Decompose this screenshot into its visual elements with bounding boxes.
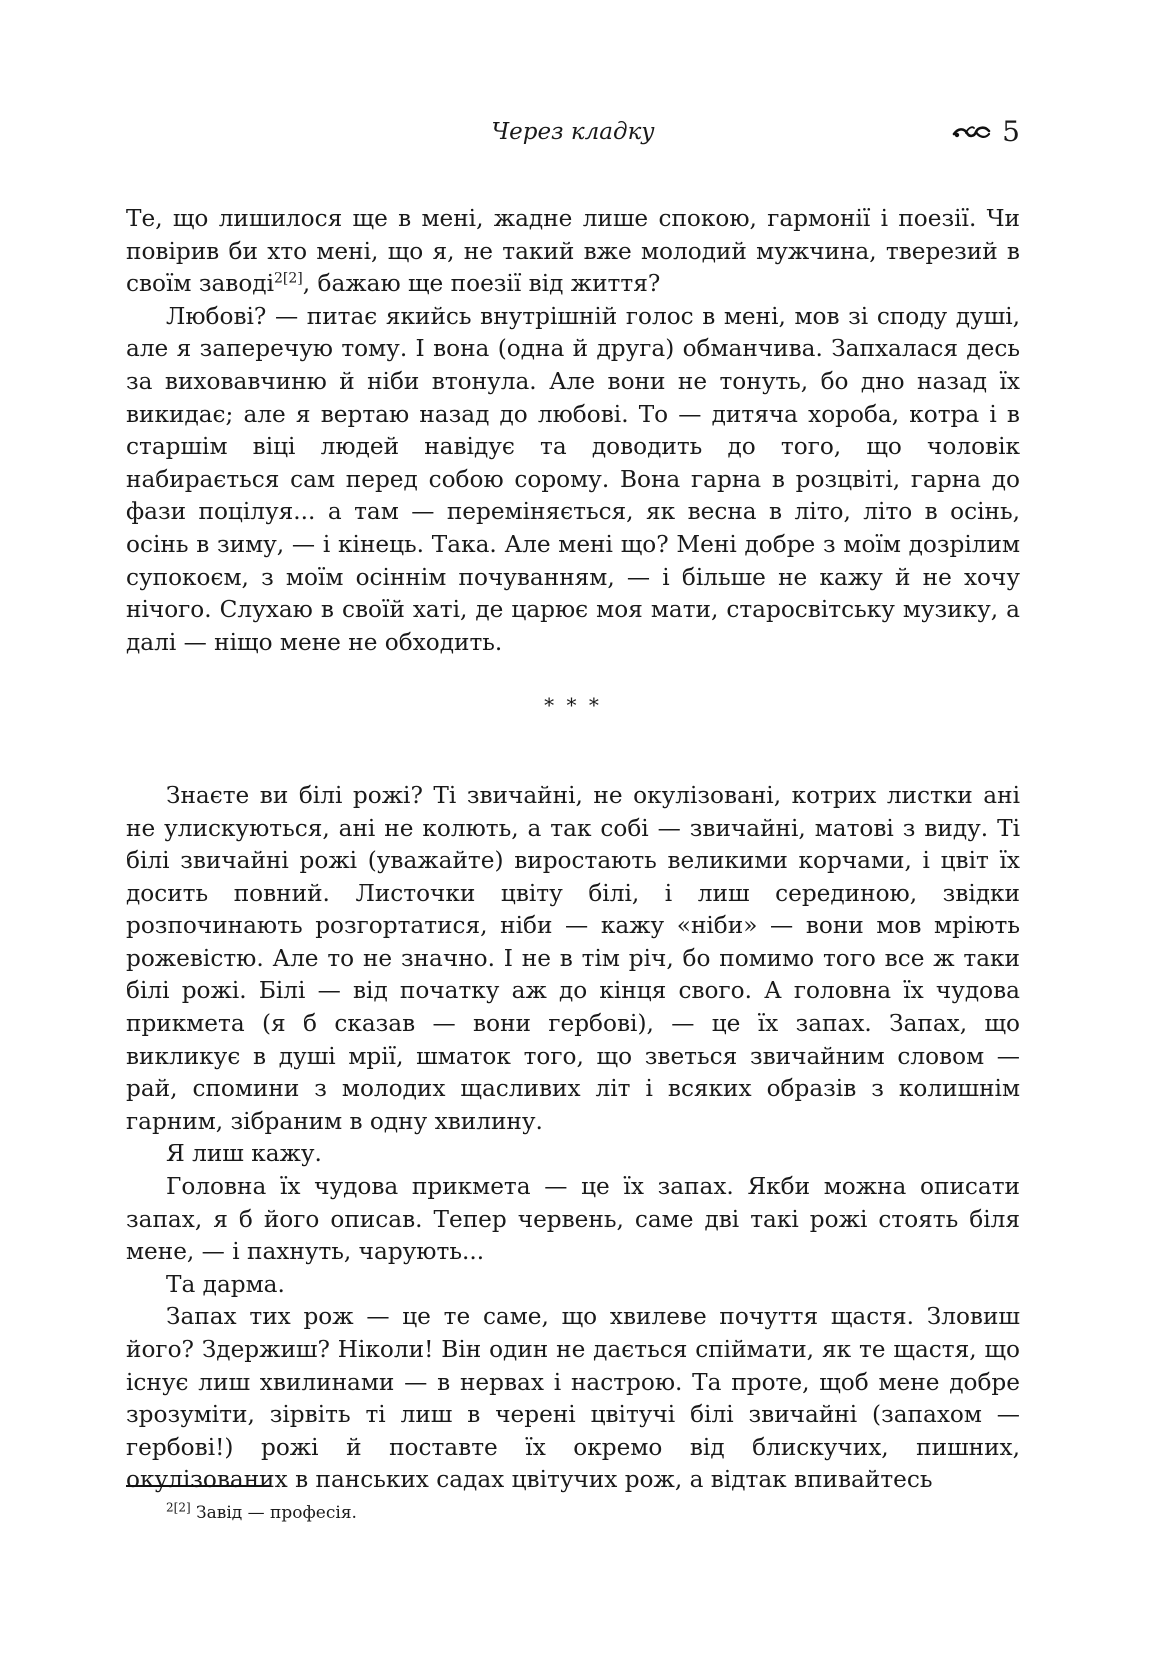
paragraph-6: Та дарма. (166, 1270, 285, 1298)
section-separator: * * * (544, 693, 602, 718)
paragraph-1-tail: , бажаю ще поезії від життя? (302, 270, 661, 298)
footnote-text: Завід — професія. (190, 1503, 357, 1523)
paragraph-1 (126, 203, 1020, 301)
paragraph-2: Любові? — питає якийсь внутрішній голос в мені, мов зі споду душі, але я заперечую тому. І вона (одна й друга) обманчива. Запхалася десь за виховавчиню й ніби втонула. Але вони не тонуть, бо дно назад їх викидає; але я вертаю назад до любові. То — дитяча хороба, котра і в старшім віці людей навідує та доводить до того, що чоловік набирається сам перед собою сорому. Вона гарна в розцвіті, гарна до фази поцілуя... а там — переміняється, як весна в літо, літо в осінь, осінь в зиму, — і кінець. Така. Але мені що? Мені добре з моїм дозрілим супокоєм, з моїм осіннім почуванням, — і більше не кажу й не хочу нічого. Слухаю в своїй хаті, де царює моя мати, старосвітську музику, а далі — ніщо мене не обходить. (126, 302, 1020, 656)
running-head (126, 112, 1020, 152)
fleuron-ornament-icon (952, 122, 992, 142)
footnote-mark: 2[2] (166, 1500, 191, 1515)
footnote (166, 1500, 357, 1526)
footnote-rule (126, 1485, 271, 1487)
body-text (126, 203, 1020, 1497)
page-number: 5 (1002, 115, 1020, 148)
running-title: Через кладку (491, 119, 655, 145)
paragraph-4: Я лиш кажу. (166, 1140, 322, 1168)
paragraph-7: Запах тих рож — це те саме, що хвилеве почуття щастя. Зловиш його? Здержиш? Ніколи! Він один не дається спіймати, як те щастя, що існує лиш хвилинами — в нервах і настрою. Та проте, щоб мене добре зрозуміти, зірвіть ті лиш в черені цвітучі білі звичайні (запахом — гербові!) рожі й поставте їх окремо від блискучих, пишних, окулізованих в панських садах цвітучих рож, а відтак впивайтесь (126, 1303, 1020, 1494)
paragraph-5: Головна їх чудова прикмета — це їх запах. Якби можна описати запах, я б його описав. Тепер червень, саме дві такі рожі стоять біля мене, — і пахнуть, чарують... (126, 1173, 1020, 1266)
page-number-group (952, 112, 1020, 152)
paragraph-1-text: Те, що лишилося ще в мені, жадне лише спокою, гармонії і поезії. Чи повірив би хто мені, що я, не такий вже молодий мужчина, тверезий в своїм заводі (126, 205, 1020, 298)
footnote-reference[interactable]: 2[2] (274, 270, 303, 287)
paragraph-3: Знаєте ви білі рожі? Ті звичайні, не окулізовані, котрих листки ані не улискуються, ані не колють, а так собі — звичайні, матові з виду. Ті білі звичайні рожі (уважайте) виростають великими корчами, і цвіт їх досить повний. Листочки цвіту білі, і лиш серединою, звідки розпочинають розгортатися, ніби — кажу «ніби» — вони мов мріють рожевістю. Але то не значно. І не в тім річ, бо помимо того все ж таки білі рожі. Білі — від початку аж до кінця свого. А головна їх чудова прикмета (я б сказав — вони гербові), — це їх запах. Запах, що викликує в душі мрії, шматок того, що зветься звичайним словом — рай, спомини з молодих щасливих літ і всяких образів з колишнім гарним, зібраним в одну хвилину. (126, 781, 1020, 1135)
